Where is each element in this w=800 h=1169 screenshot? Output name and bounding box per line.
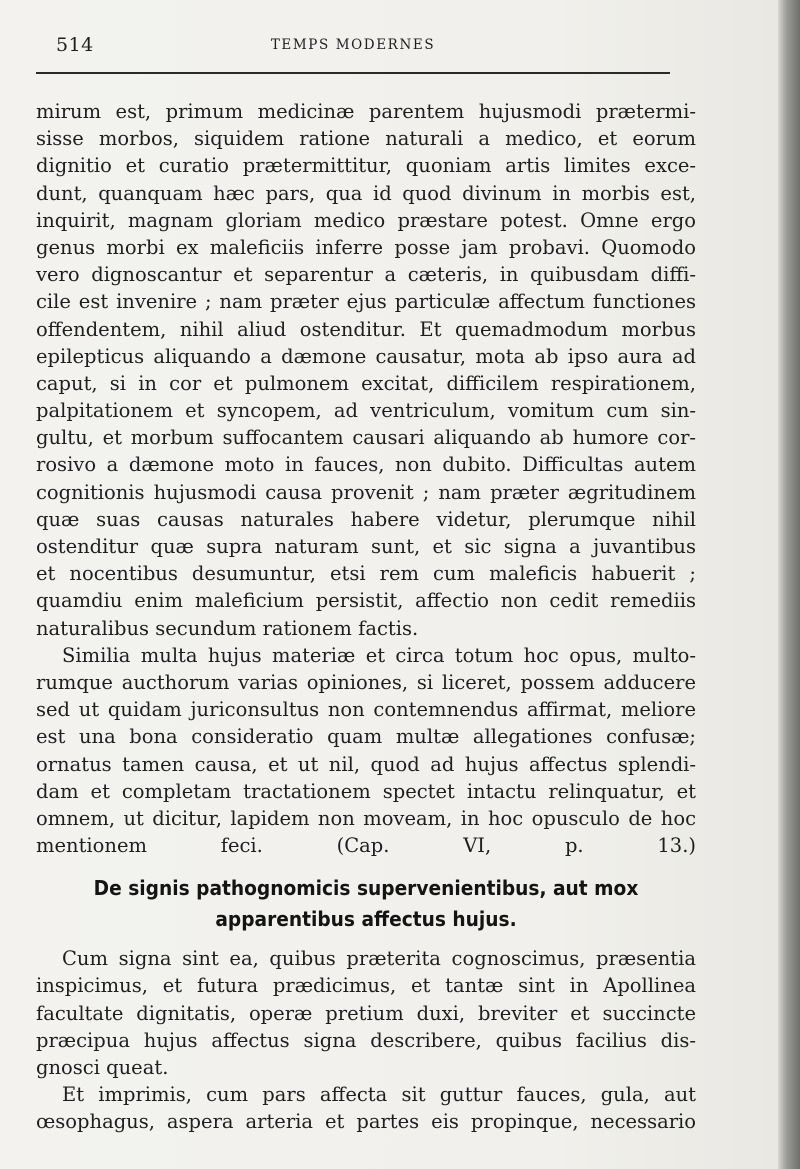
text-line: dam et completam tractationem spectet intactu relinquatur, et	[36, 779, 696, 803]
header-rule	[36, 72, 670, 74]
source-citation: (Cap. VI, p. 13.)	[336, 834, 696, 858]
text-line: epilepticus aliquando a dæmone causatur, mota ab ipso aura ad	[36, 344, 696, 368]
section-heading-line-2: apparentibus affectus hujus.	[215, 907, 517, 932]
text-line: gultu, et morbum suffocantem causari aliquando ab humore cor-	[36, 426, 696, 450]
text-line: gnosci queat.	[36, 1056, 169, 1079]
text-line: facultate dignitatis, operæ pretium duxi, breviter et succincte	[36, 1001, 696, 1025]
text-line: quamdiu enim maleficium persistit, affectio non cedit remediis	[36, 589, 696, 613]
text-line: offendentem, nihil aliud ostenditur. Et quemadmodum morbus	[36, 317, 696, 341]
text-line: quæ suas causas naturales habere videtur, plerumque nihil	[36, 507, 696, 531]
text-line: dunt, quanquam hæc pars, qua id quod divinum in morbis est,	[36, 181, 696, 205]
section-heading	[36, 873, 696, 935]
text-line: ostenditur quæ supra naturam sunt, et sic signa a juvantibus	[36, 535, 696, 558]
paragraph-2	[36, 642, 696, 860]
running-head	[36, 34, 670, 58]
text-line: inspicimus, et futura prædicimus, et tantæ sint in Apollinea	[36, 974, 696, 998]
running-title: TEMPS MODERNES	[270, 37, 436, 53]
text-line: Et imprimis, cum pars affecta sit guttur fauces, gula, aut	[62, 1083, 696, 1107]
text-line: sisse morbos, siquidem ratione naturali a medico, et eorum	[36, 127, 696, 151]
text-line: rosivo a dæmone moto in fauces, non dubito. Difficultas autem	[36, 453, 696, 477]
text-line: dignitio et curatio prætermittitur, quoniam artis limites exce-	[36, 154, 696, 178]
text-line: sed ut quidam juriconsultus non contemnendus affirmat, meliore	[36, 698, 696, 722]
text-line: caput, si in cor et pulmonem excitat, difficilem respirationem,	[36, 371, 696, 395]
text-line: et nocentibus desumuntur, etsi rem cum maleficis habuerit ;	[36, 562, 696, 586]
text-line: genus morbi ex maleficiis inferre posse jam probavi. Quomodo	[36, 235, 696, 259]
page-number: 514	[56, 34, 94, 56]
page-edge-shadow	[778, 0, 800, 1169]
section-heading-line-1: De signis pathognomicis supervenientibus, aut mox	[93, 876, 639, 901]
paragraph-4	[36, 1081, 696, 1135]
text-line	[36, 832, 696, 859]
text-line: præcipua hujus affectus signa describere, quibus facilius dis-	[36, 1028, 696, 1052]
text-line: vero dignoscantur et separentur a cæteris, in quibusdam diffi-	[36, 263, 696, 287]
paragraph-3	[36, 945, 696, 1081]
text-line: inquirit, magnam gloriam medico præstare potest. Omne ergo	[36, 208, 696, 232]
text-line: ornatus tamen causa, et ut nil, quod ad hujus affectus splendi-	[36, 752, 696, 776]
text-line: rumque aucthorum varias opiniones, si liceret, possem adducere	[36, 670, 696, 694]
text-line: cile est invenire ; nam præter ejus particulæ affectum functiones	[36, 290, 696, 314]
text-line: œsophagus, aspera arteria et partes eis propinque, necessario	[36, 1110, 696, 1134]
text-line: palpitationem et syncopem, ad ventriculum, vomitum cum sin-	[36, 399, 696, 423]
text-line: naturalibus secundum rationem factis.	[36, 616, 419, 640]
text-line: Cum signa sint ea, quibus præterita cognoscimus, præsentia	[62, 947, 696, 971]
text-line: est una bona consideratio quam multæ allegationes confusæ;	[36, 725, 696, 749]
text-block	[36, 98, 696, 1136]
paragraph-2-last-words: mentionem feci.	[36, 834, 263, 858]
text-line: mirum est, primum medicinæ parentem hujusmodi prætermi-	[36, 100, 696, 123]
text-line: cognitionis hujusmodi causa provenit ; nam præter ægritudinem	[36, 480, 696, 504]
text-line: omnem, ut dicitur, lapidem non moveam, in hoc opusculo de hoc	[36, 806, 696, 830]
text-line: Similia multa hujus materiæ et circa totum hoc opus, multo-	[62, 643, 696, 667]
paragraph-1	[36, 98, 696, 642]
